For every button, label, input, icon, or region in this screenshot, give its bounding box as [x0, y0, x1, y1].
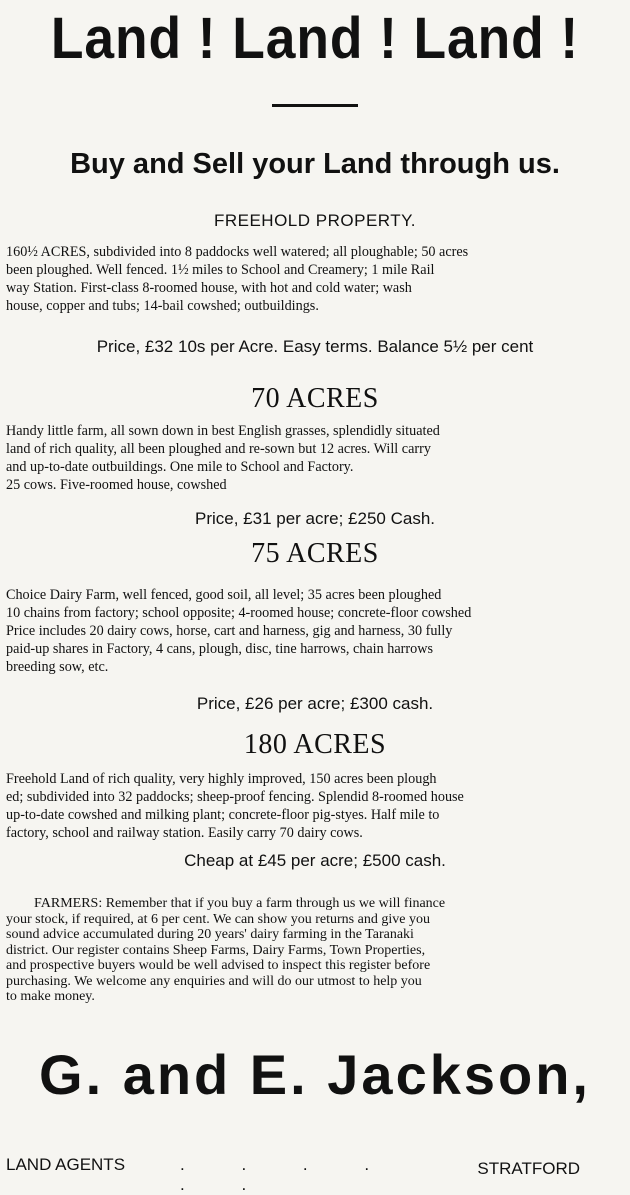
section-title-180-acres: 180 ACRES: [243, 729, 387, 760]
paragraph-line: sound advice accumulated during 20 years' dairy farming in the Taranaki: [6, 927, 414, 942]
company-signature: G. and E. Jackson,: [39, 1043, 591, 1106]
divider-rule: [272, 104, 358, 107]
section-title-70-acres: 70 ACRES: [251, 383, 379, 414]
section-body-180-acres: [6, 770, 594, 842]
body-line: Freehold Land of rich quality, very highly improved, 150 acres been plough: [6, 771, 437, 787]
paragraph-line: to make money.: [6, 989, 95, 1004]
paragraph-line: FARMERS: Remember that if you buy a farm through us we will finance: [34, 896, 446, 911]
section-body-freehold: [6, 243, 594, 315]
body-line: Choice Dairy Farm, well fenced, good soil, all level; 35 acres been ploughed: [6, 587, 442, 603]
body-line: ed; subdivided into 32 paddocks; sheep-proof fencing. Splendid 8-roomed house: [6, 789, 464, 805]
body-line: house, copper and tubs; 14-bail cowshed; outbuildings.: [6, 298, 319, 314]
body-line: 160½ ACRES, subdivided into 8 paddocks well watered; all ploughable; 50 acres: [6, 244, 469, 260]
body-line: 10 chains from factory; school opposite; 4-roomed house; concrete-floor cowshed: [6, 605, 472, 621]
paragraph-line: purchasing. We welcome any enquiries and will do our utmost to help you: [6, 973, 422, 989]
price-180-acres: Cheap at £45 per acre; £500 cash.: [184, 851, 446, 870]
paragraph-line: district. Our register contains Sheep Farms, Dairy Farms, Town Properties,: [6, 942, 426, 958]
subheadline: Buy and Sell your Land through us.: [70, 148, 560, 180]
section-title-freehold: FREEHOLD PROPERTY.: [213, 211, 417, 230]
section-title-75-acres: 75 ACRES: [251, 538, 379, 569]
body-line: Handy little farm, all sown down in best English grasses, splendidly situated: [6, 423, 440, 439]
body-line: Price includes 20 dairy cows, horse, cart and harness, gig and harness, 30 fully: [6, 623, 453, 639]
paragraph-line: and prospective buyers would be well advised to inspect this register before: [6, 958, 431, 973]
body-line: 25 cows. Five-roomed house, cowshed: [6, 477, 227, 493]
footer-dots: . . . . . .: [180, 1155, 396, 1194]
footer-stratford: STRATFORD: [477, 1159, 580, 1178]
body-line: up-to-date cowshed and milking plant; concrete-floor pig-styes. Half mile to: [6, 807, 440, 823]
body-line: and up-to-date outbuildings. One mile to School and Factory.: [6, 459, 354, 475]
price-freehold: Price, £32 10s per Acre. Easy terms. Balance 5½ per cent: [96, 337, 534, 356]
body-line: way Station. First-class 8-roomed house, with hot and cold water; wash: [6, 280, 412, 296]
body-line: paid-up shares in Factory, 4 cans, plough, disc, tine harrows, chain harrows: [6, 641, 433, 657]
body-line: breeding sow, etc.: [6, 659, 109, 675]
paragraph-line: your stock, if required, at 6 per cent. We can show you returns and give you: [6, 911, 430, 927]
price-75-acres: Price, £26 per acre; £300 cash.: [196, 694, 434, 713]
section-body-70-acres: [6, 422, 594, 494]
price-70-acres: Price, £31 per acre; £250 Cash.: [194, 509, 436, 528]
farmers-paragraph: [6, 896, 590, 1005]
body-line: been ploughed. Well fenced. 1½ miles to School and Creamery; 1 mile Rail: [6, 262, 435, 278]
body-line: land of rich quality, all been ploughed and re-sown but 12 acres. Will carry: [6, 441, 431, 457]
body-line: factory, school and railway station. Easily carry 70 dairy cows.: [6, 825, 363, 841]
headline: Land ! Land ! Land !: [50, 6, 580, 71]
footer-land-agents: LAND AGENTS: [6, 1155, 126, 1174]
section-body-75-acres: [6, 586, 594, 676]
